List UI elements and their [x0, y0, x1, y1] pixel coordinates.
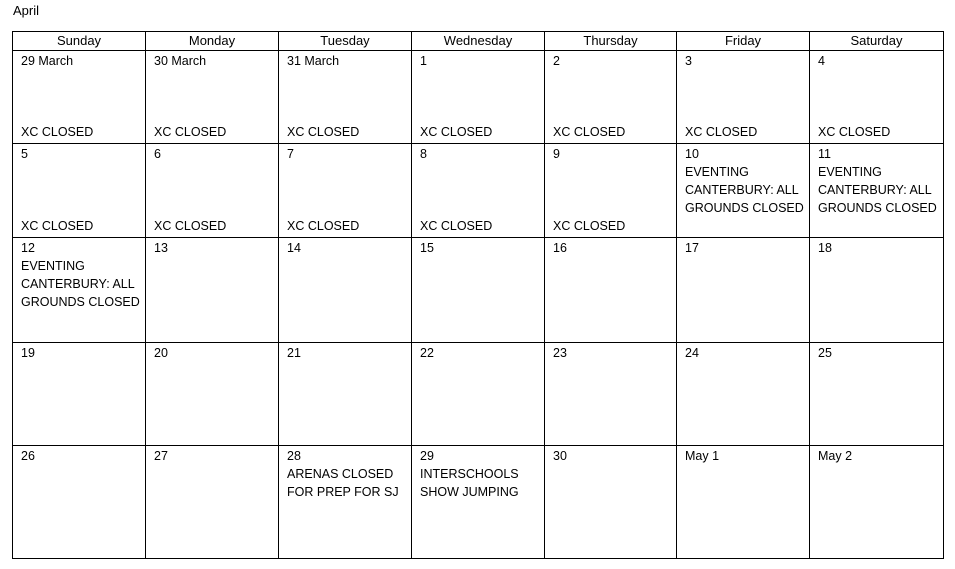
day-cell[interactable]: [677, 238, 810, 343]
week-row: [13, 446, 944, 559]
week-row: [13, 144, 944, 238]
day-cell[interactable]: [279, 343, 412, 446]
day-number: 2: [553, 54, 560, 68]
day-number: 30 March: [154, 54, 207, 68]
day-cell[interactable]: [545, 51, 677, 144]
xc-closed-note: XC CLOSED: [21, 125, 94, 139]
day-number: 11: [818, 147, 831, 161]
day-number: 22: [420, 346, 434, 360]
week-row: [13, 238, 944, 343]
day-number: 13: [154, 241, 168, 255]
day-number: 31 March: [287, 54, 340, 68]
day-number: 5: [21, 147, 28, 161]
xc-closed-note: XC CLOSED: [420, 219, 493, 233]
week-row: [13, 51, 944, 144]
xc-closed-note: XC CLOSED: [154, 125, 227, 139]
day-cell[interactable]: [412, 51, 545, 144]
day-cell[interactable]: [412, 446, 545, 559]
day-number: 16: [553, 241, 567, 255]
day-cell[interactable]: [13, 238, 146, 343]
day-number: 6: [154, 147, 161, 161]
day-number: 30: [553, 449, 567, 463]
day-number: 3: [685, 54, 692, 68]
day-event: EVENTING CANTERBURY: ALL GROUNDS CLOSED: [21, 259, 140, 309]
day-cell[interactable]: [677, 144, 810, 238]
xc-closed-note: XC CLOSED: [553, 219, 626, 233]
day-cell[interactable]: [146, 144, 279, 238]
day-number: 7: [287, 147, 294, 161]
month-title: April: [13, 3, 40, 18]
day-number: 12: [21, 241, 35, 255]
day-cell[interactable]: [13, 51, 146, 144]
day-cell[interactable]: [677, 343, 810, 446]
day-number: 26: [21, 449, 35, 463]
weekday-header-saturday: Saturday: [810, 32, 944, 51]
xc-closed-note: XC CLOSED: [685, 125, 758, 139]
day-cell[interactable]: [545, 238, 677, 343]
xc-closed-note: XC CLOSED: [287, 219, 360, 233]
day-cell[interactable]: [146, 343, 279, 446]
day-cell[interactable]: [810, 343, 944, 446]
day-cell[interactable]: [545, 446, 677, 559]
day-number: 21: [287, 346, 301, 360]
day-cell[interactable]: [146, 238, 279, 343]
day-cell[interactable]: [146, 51, 279, 144]
day-cell[interactable]: [13, 144, 146, 238]
day-cell[interactable]: [279, 51, 412, 144]
day-cell[interactable]: [279, 446, 412, 559]
day-cell[interactable]: [146, 446, 279, 559]
day-number: 20: [154, 346, 168, 360]
day-number: 18: [818, 241, 832, 255]
weekday-header-row: [13, 32, 944, 51]
xc-closed-note: XC CLOSED: [154, 219, 227, 233]
day-event: INTERSCHOOLS SHOW JUMPING: [420, 467, 519, 499]
day-number: 29: [420, 449, 434, 463]
xc-closed-note: XC CLOSED: [818, 125, 891, 139]
day-number: 4: [818, 54, 825, 68]
day-number: 23: [553, 346, 567, 360]
day-number: 17: [685, 241, 699, 255]
day-number: 9: [553, 147, 560, 161]
day-cell[interactable]: [13, 343, 146, 446]
weekday-header-tuesday: Tuesday: [279, 32, 412, 51]
day-cell[interactable]: [810, 238, 944, 343]
calendar-table: [12, 31, 944, 559]
day-number: 8: [420, 147, 427, 161]
xc-closed-note: XC CLOSED: [21, 219, 94, 233]
day-cell[interactable]: [412, 144, 545, 238]
day-number: May 1: [685, 449, 720, 463]
xc-closed-note: XC CLOSED: [420, 125, 493, 139]
day-cell[interactable]: [279, 144, 412, 238]
day-cell[interactable]: [677, 446, 810, 559]
day-number: 29 March: [21, 54, 74, 68]
day-number: 28: [287, 449, 301, 463]
day-number: 27: [154, 449, 168, 463]
weekday-header-friday: Friday: [677, 32, 810, 51]
day-number: 10: [685, 147, 699, 161]
day-cell[interactable]: [412, 238, 545, 343]
day-number: 1: [420, 54, 427, 68]
day-event: EVENTING CANTERBURY: ALL GROUNDS CLOSED: [818, 165, 937, 215]
day-number: 19: [21, 346, 35, 360]
day-cell[interactable]: [810, 51, 944, 144]
day-number: 15: [420, 241, 434, 255]
xc-closed-note: XC CLOSED: [553, 125, 626, 139]
weekday-header-wednesday: Wednesday: [412, 32, 545, 51]
day-cell[interactable]: [677, 51, 810, 144]
day-number: 24: [685, 346, 699, 360]
weekday-header-thursday: Thursday: [545, 32, 677, 51]
weekday-header-monday: Monday: [146, 32, 279, 51]
day-cell[interactable]: [810, 446, 944, 559]
day-event: EVENTING CANTERBURY: ALL GROUNDS CLOSED: [685, 165, 804, 215]
day-number: 25: [818, 346, 832, 360]
xc-closed-note: XC CLOSED: [287, 125, 360, 139]
day-cell[interactable]: [545, 144, 677, 238]
day-cell[interactable]: [810, 144, 944, 238]
day-number: May 2: [818, 449, 853, 463]
weekday-header-sunday: Sunday: [13, 32, 146, 51]
day-cell[interactable]: [13, 446, 146, 559]
week-row: [13, 343, 944, 446]
day-cell[interactable]: [279, 238, 412, 343]
day-event: ARENAS CLOSED FOR PREP FOR SJ: [287, 467, 399, 499]
day-cell[interactable]: [412, 343, 545, 446]
day-cell[interactable]: [545, 343, 677, 446]
day-number: 14: [287, 241, 301, 255]
